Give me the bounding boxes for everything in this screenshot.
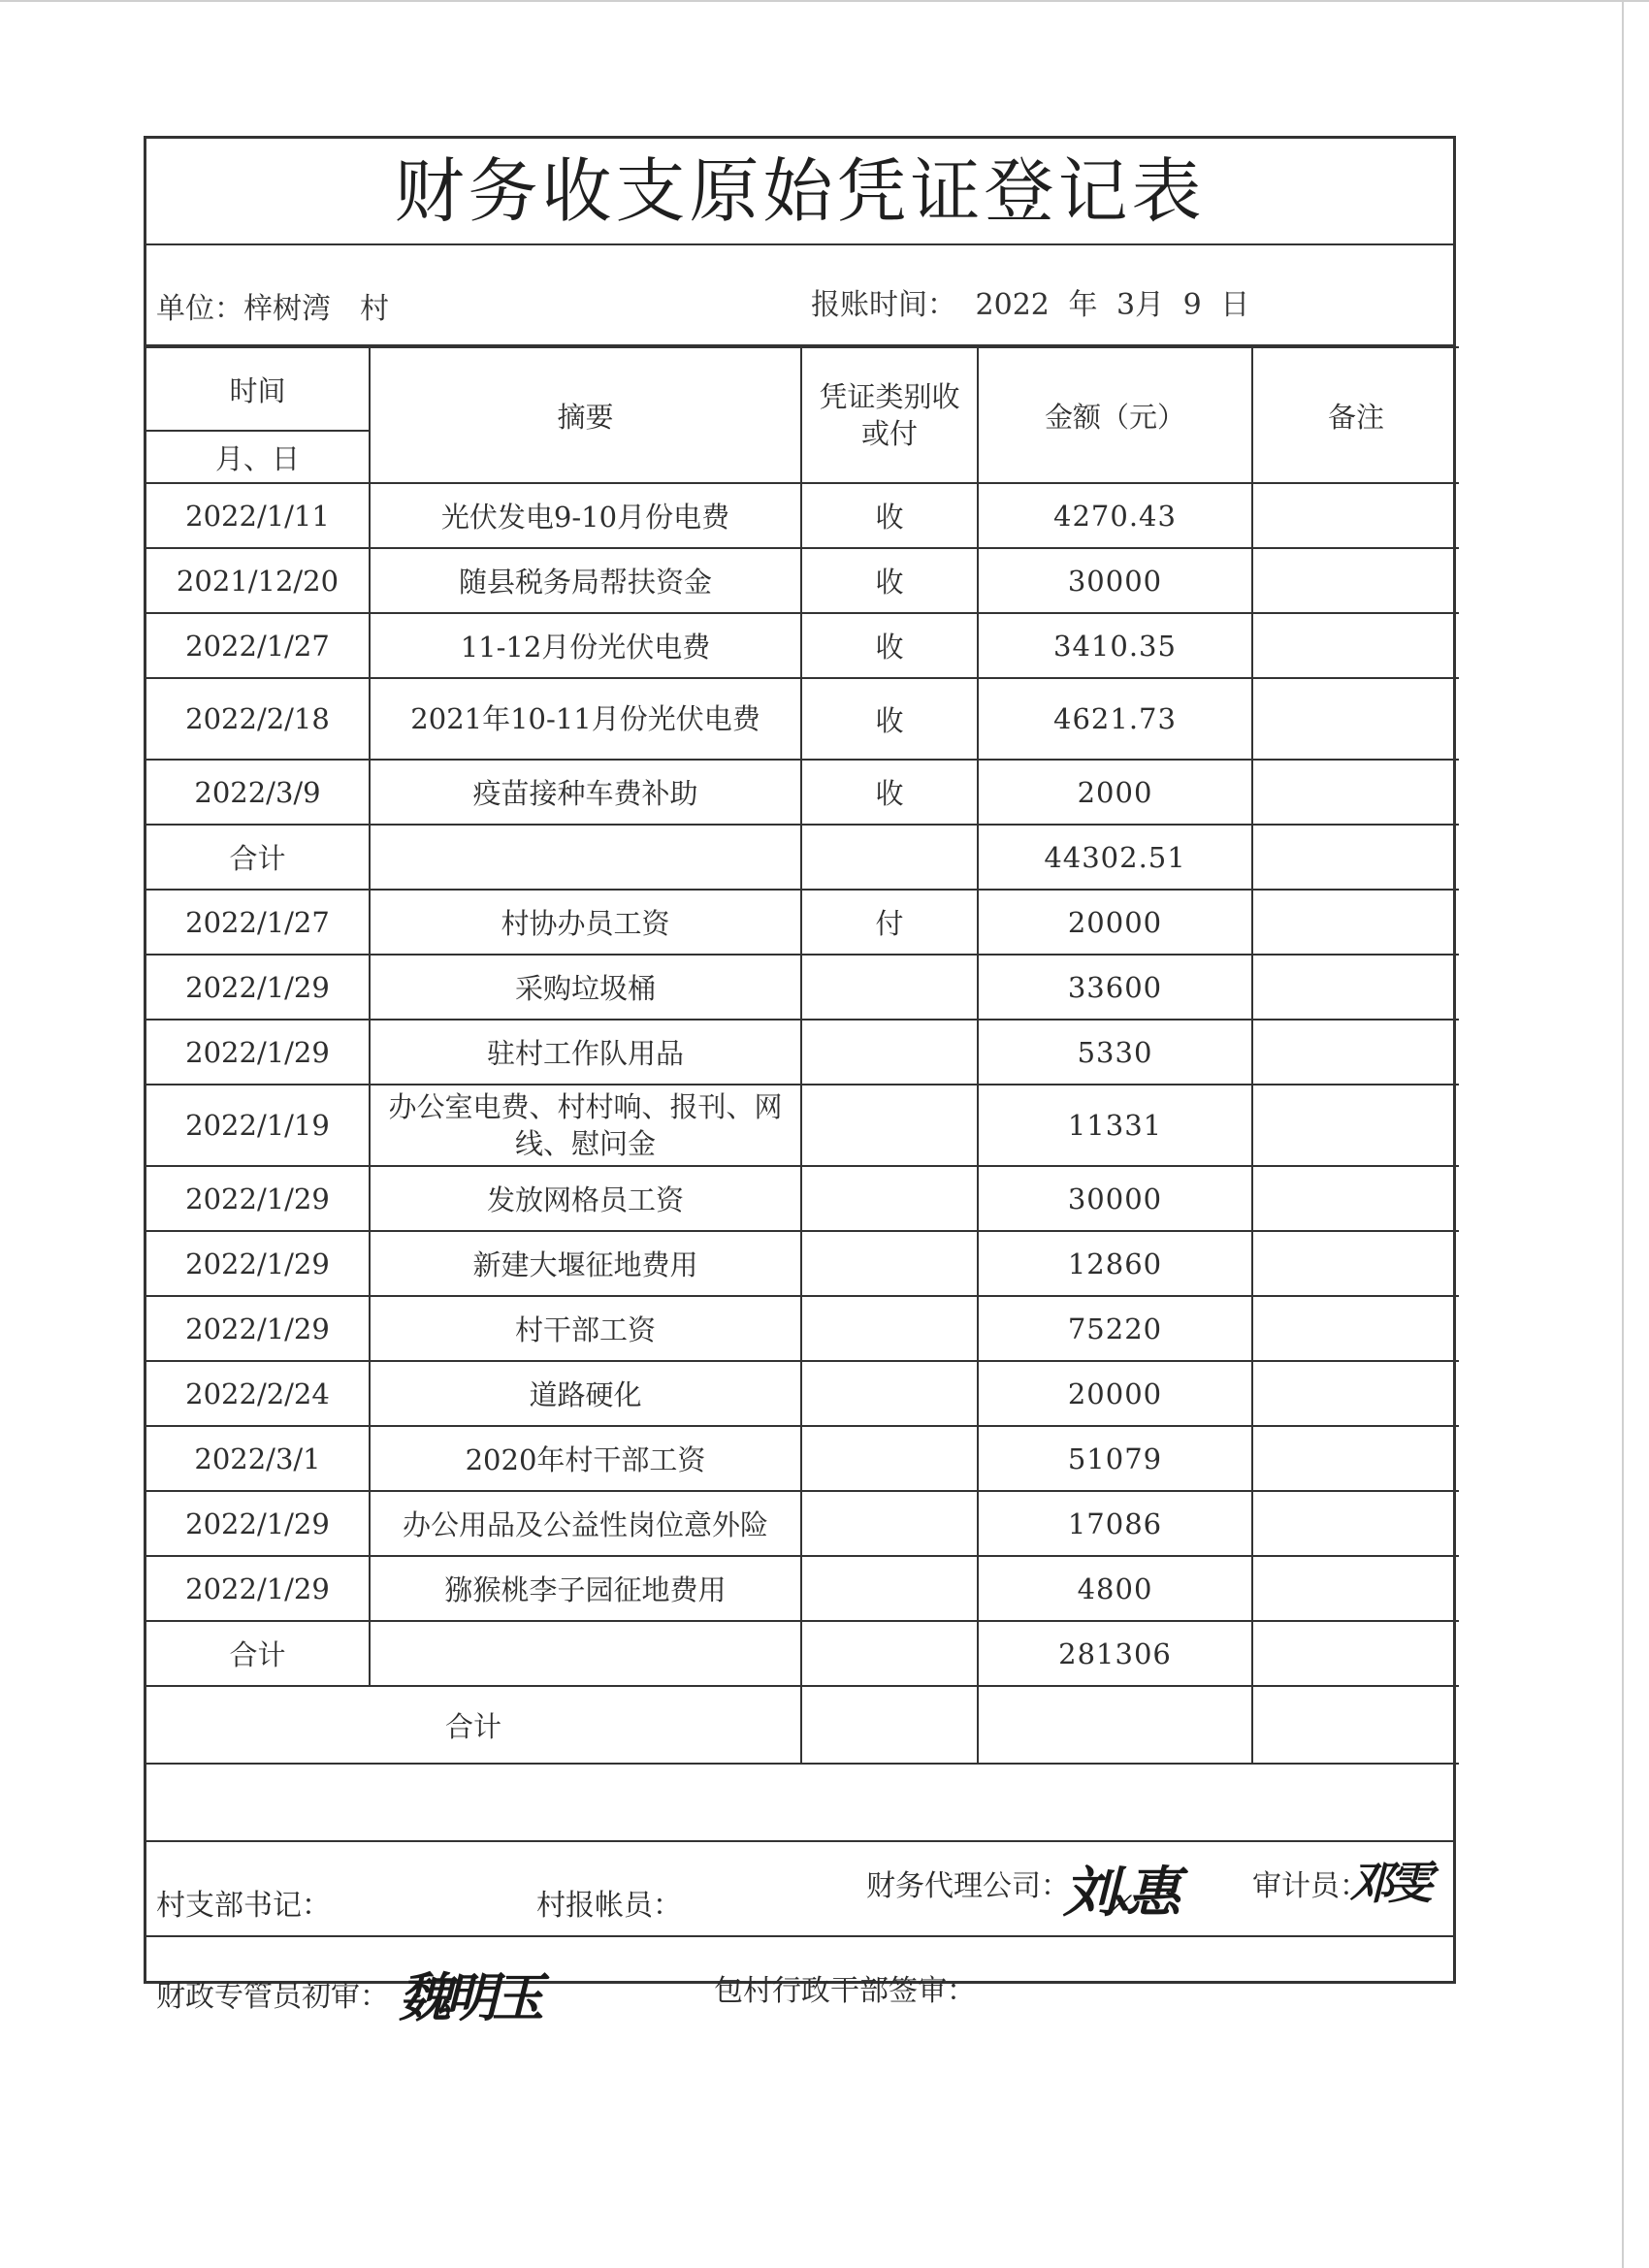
- row-type: [801, 1020, 978, 1085]
- row-summary: 2021年10-11月份光伏电费: [370, 678, 801, 760]
- row-remark: [1252, 1020, 1459, 1085]
- row-amount: 3410.35: [978, 613, 1252, 678]
- table-row: [146, 1491, 1459, 1556]
- row-amount: 4800: [978, 1556, 1252, 1621]
- income-total-remark: [1252, 825, 1459, 890]
- row-summary: 村干部工资: [370, 1296, 801, 1361]
- income-total-type: [801, 825, 978, 890]
- row-amount: 20000: [978, 1361, 1252, 1426]
- grand-total-type: [801, 1686, 978, 1764]
- row-type: [801, 1231, 978, 1296]
- row-remark: [1252, 955, 1459, 1020]
- row-type: [801, 1426, 978, 1491]
- cadre-review-label: 包村行政干部签审：: [714, 1974, 976, 2008]
- finance-officer-signature: 魏明玉: [399, 1966, 538, 2028]
- row-summary: 光伏发电9-10月份电费: [370, 483, 801, 548]
- row-summary: 11-12月份光伏电费: [370, 613, 801, 678]
- header-row: [146, 347, 1459, 431]
- row-remark: [1252, 1361, 1459, 1426]
- row-remark: [1252, 1426, 1459, 1491]
- expense-section: [146, 890, 1459, 1621]
- row-summary: 猕猴桃李子园征地费用: [370, 1556, 801, 1621]
- row-summary: 采购垃圾桶: [370, 955, 801, 1020]
- row-date: 2022/1/29: [146, 1020, 370, 1085]
- table-row: [146, 890, 1459, 955]
- row-amount: 30000: [978, 1166, 1252, 1231]
- row-type: [801, 1556, 978, 1621]
- row-summary: 办公用品及公益性岗位意外险: [370, 1491, 801, 1556]
- row-date: 2022/1/29: [146, 1231, 370, 1296]
- report-year-char: 年: [1068, 288, 1098, 322]
- row-date: 2022/1/27: [146, 613, 370, 678]
- row-summary: 办公室电费、村村响、报刊、网线、慰问金: [370, 1085, 801, 1166]
- row-date: 2022/1/29: [146, 1491, 370, 1556]
- finance-agent-label: 财务代理公司：: [866, 1869, 1070, 1903]
- table-row: [146, 1020, 1459, 1085]
- row-type: [801, 1491, 978, 1556]
- row-date: 2022/1/29: [146, 1296, 370, 1361]
- row-summary: 发放网格员工资: [370, 1166, 801, 1231]
- header-time: 时间: [146, 347, 370, 431]
- report-time: [811, 280, 1259, 323]
- row-type: [801, 1166, 978, 1231]
- report-year: 2022: [975, 288, 1050, 322]
- row-amount: 75220: [978, 1296, 1252, 1361]
- expense-total-row: [146, 1621, 1459, 1686]
- income-total-row: [146, 825, 1459, 890]
- grand-total-remark: [1252, 1686, 1459, 1764]
- table-row: [146, 613, 1459, 678]
- table-row: [146, 678, 1459, 760]
- row-remark: [1252, 1166, 1459, 1231]
- row-date: 2022/1/11: [146, 483, 370, 548]
- row-type: 收: [801, 548, 978, 613]
- party-secretary-label: 村支部书记：: [156, 1889, 331, 1923]
- row-remark: [1252, 890, 1459, 955]
- expense-total-type: [801, 1621, 978, 1686]
- row-amount: 17086: [978, 1491, 1252, 1556]
- row-amount: 51079: [978, 1426, 1252, 1491]
- header-voucher-type: 凭证类别收或付: [801, 347, 978, 483]
- row-date: 2022/3/1: [146, 1426, 370, 1491]
- row-type: [801, 955, 978, 1020]
- row-remark: [1252, 1231, 1459, 1296]
- auditor-signature: 邓雯: [1349, 1857, 1427, 1909]
- row-summary: 新建大堰征地费用: [370, 1231, 801, 1296]
- income-total-summary: [370, 825, 801, 890]
- row-date: 2022/1/19: [146, 1085, 370, 1166]
- row-type: 收: [801, 613, 978, 678]
- header-remark: 备注: [1252, 347, 1459, 483]
- row-remark: [1252, 483, 1459, 548]
- row-date: 2022/1/29: [146, 1166, 370, 1231]
- table-row: [146, 1426, 1459, 1491]
- report-month: 3月: [1116, 288, 1165, 322]
- row-amount: 30000: [978, 548, 1252, 613]
- table-row: [146, 1296, 1459, 1361]
- ledger-sheet: [144, 136, 1456, 2028]
- report-day: 9: [1182, 288, 1202, 322]
- row-date: 2022/3/9: [146, 760, 370, 825]
- scan-edge-top: [0, 0, 1649, 2]
- row-date: 2022/1/29: [146, 1556, 370, 1621]
- row-date: 2022/1/29: [146, 955, 370, 1020]
- scan-edge-right: [1622, 0, 1624, 2268]
- row-type: 收: [801, 760, 978, 825]
- row-amount: 4621.73: [978, 678, 1252, 760]
- row-date: 2022/1/27: [146, 890, 370, 955]
- finance-agent-signature: 刘ₓ惠: [1063, 1861, 1176, 1925]
- row-type: 收: [801, 483, 978, 548]
- table-row: [146, 1361, 1459, 1426]
- page-title: 财务收支原始凭证登记表: [146, 139, 1453, 245]
- expense-total-amount: 281306: [978, 1621, 1252, 1686]
- row-remark: [1252, 613, 1459, 678]
- row-amount: 4270.43: [978, 483, 1252, 548]
- ledger-table: [146, 346, 1459, 1765]
- row-amount: 12860: [978, 1231, 1252, 1296]
- expense-total-label: 合计: [146, 1621, 370, 1686]
- table-row: [146, 955, 1459, 1020]
- row-amount: 33600: [978, 955, 1252, 1020]
- row-type: [801, 1296, 978, 1361]
- row-summary: 随县税务局帮扶资金: [370, 548, 801, 613]
- table-row: [146, 760, 1459, 825]
- income-section: [146, 483, 1459, 825]
- row-amount: 11331: [978, 1085, 1252, 1166]
- report-day-char: 日: [1220, 288, 1250, 322]
- table-row: [146, 548, 1459, 613]
- row-remark: [1252, 1085, 1459, 1166]
- row-summary: 驻村工作队用品: [370, 1020, 801, 1085]
- unit-row: [146, 245, 1453, 346]
- grand-total-row: [146, 1686, 1459, 1764]
- row-summary: 道路硬化: [370, 1361, 801, 1426]
- row-date: 2021/12/20: [146, 548, 370, 613]
- row-remark: [1252, 1296, 1459, 1361]
- row-type: [801, 1361, 978, 1426]
- row-remark: [1252, 1556, 1459, 1621]
- row-date: 2022/2/18: [146, 678, 370, 760]
- row-type: 收: [801, 678, 978, 760]
- row-amount: 5330: [978, 1020, 1252, 1085]
- header-amount: 金额（元）: [978, 347, 1252, 483]
- expense-total-summary: [370, 1621, 801, 1686]
- auditor-label: 审计员：: [1252, 1869, 1369, 1903]
- row-type: 付: [801, 890, 978, 955]
- unit-label: 单位：梓树湾 村: [156, 292, 389, 326]
- expense-total-remark: [1252, 1621, 1459, 1686]
- grand-total-label: 合计: [146, 1686, 801, 1764]
- table-row: [146, 1231, 1459, 1296]
- income-total-label: 合计: [146, 825, 370, 890]
- row-amount: 2000: [978, 760, 1252, 825]
- table-row: [146, 1085, 1459, 1166]
- income-total-amount: 44302.51: [978, 825, 1252, 890]
- row-amount: 20000: [978, 890, 1252, 955]
- finance-officer-label: 财政专管员初审：: [156, 1980, 389, 2014]
- row-remark: [1252, 548, 1459, 613]
- blank-row: [146, 1765, 1453, 1840]
- header-summary: 摘要: [370, 347, 801, 483]
- row-summary: 2020年村干部工资: [370, 1426, 801, 1491]
- row-remark: [1252, 678, 1459, 760]
- row-summary: 疫苗接种车费补助: [370, 760, 801, 825]
- signature-row-2: [146, 1935, 1453, 2042]
- row-summary: 村协办员工资: [370, 890, 801, 955]
- row-type: [801, 1085, 978, 1166]
- signature-row-1: [146, 1840, 1453, 1935]
- table-row: [146, 1556, 1459, 1621]
- village-accountant-label: 村报帐员：: [536, 1889, 682, 1923]
- row-remark: [1252, 760, 1459, 825]
- row-remark: [1252, 1491, 1459, 1556]
- table-row: [146, 1166, 1459, 1231]
- table-row: [146, 483, 1459, 548]
- header-month-day: 月、日: [146, 431, 370, 483]
- row-date: 2022/2/24: [146, 1361, 370, 1426]
- report-time-label: 报账时间：: [811, 288, 956, 322]
- grand-total-amount: [978, 1686, 1252, 1764]
